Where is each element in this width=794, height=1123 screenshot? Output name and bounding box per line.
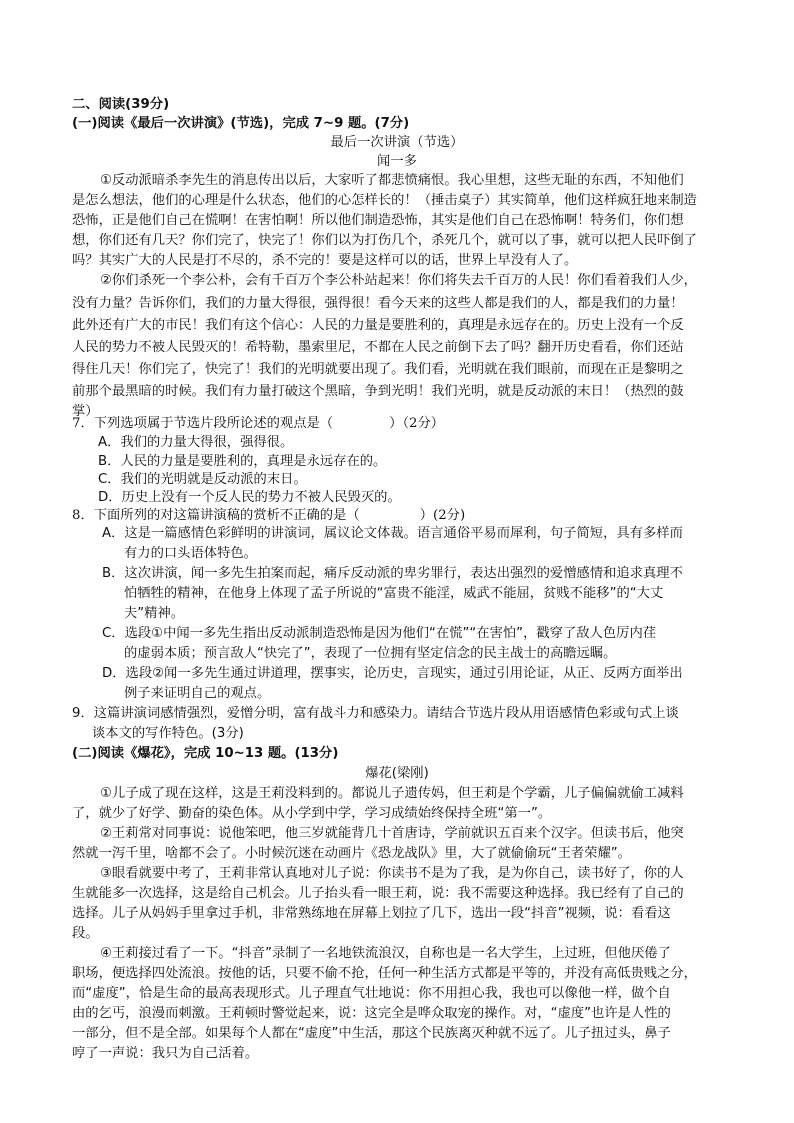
q7-stem-a: 7．下列选项属于节选片段所论述的观点是（ bbox=[72, 416, 334, 431]
b4-line: ④王莉接过看了一下。“抖音”录制了一名地铁流浪汉，自称也是一名大学生，上过班，但他厌倦了 bbox=[100, 946, 671, 961]
b4-line: 而“虚度”，恰是生命的最高表现形式。儿子理直气壮地说：你不用担心我，我也可以像他一样，做个自 bbox=[72, 986, 671, 1001]
q7-option-a: A．我们的力量大得很，强得很。 bbox=[98, 435, 294, 450]
part2-heading: (二)阅读《爆花》，完成 10~13 题。(13分) bbox=[72, 746, 339, 761]
q9-stem-cont: 谈本文的写作特色。(3分) bbox=[92, 726, 244, 741]
q7-option-d: D．历史上没有一个反人民的势力不被人民毁灭的。 bbox=[98, 490, 401, 505]
q8-option-c: C．选段①中闻一多先生指出反动派制造恐怖是因为他们“在慌”“在害怕”，戳穿了敌人色厉内荏 bbox=[102, 626, 657, 641]
q8-stem-b: ）(2分) bbox=[419, 508, 466, 523]
b4-line: 职场，便选择四处流浪。按他的话，只要不偷不抢，任何一种生活方式都是平等的，并没有高低贵贱之分， bbox=[72, 966, 697, 981]
p2-line: 前那个最黑暗的时候。我们有力量打破这个黑暗，争到光明！我们光明，就是反动派的末日！（热烈的鼓 bbox=[72, 384, 684, 399]
b1-line: 了，就少了好学、勤奋的染色体。从小学到中学，学习成绩始终保持全班“第一”。 bbox=[72, 806, 552, 821]
q8-option-a: A．这是一篇感情色彩鲜明的讲演词，属议论文体裁。语言通俗平易而犀利，句子简短，具有多样而 bbox=[102, 526, 683, 541]
article1-author: 闻一多 bbox=[377, 154, 417, 169]
q8-option-a-cont: 有力的口头语体特色。 bbox=[124, 546, 257, 561]
b4-line: 由的乞丐，浪漫而刺激。王莉顿时警觉起来，说：这完全是哗众取宠的操作。对，“虚度”也许是人性的 bbox=[72, 1006, 671, 1021]
b3-line: ③眼看就要中考了，王莉非常认真地对儿子说：你读书不是为了我，是为你自己，读书好了，你的人 bbox=[100, 866, 684, 881]
q7-option-c: C．我们的光明就是反动派的末日。 bbox=[98, 472, 307, 487]
part1-heading: (一)阅读《最后一次讲演》(节选)，完成 7~9 题。(7分) bbox=[72, 116, 410, 131]
q8-option-d-cont: 例子来证明自己的观点。 bbox=[124, 686, 271, 701]
q8-option-c-cont: 的虚弱本质；预言敌人“快完了”，表现了一位拥有坚定信念的民主战士的高瞻远瞩。 bbox=[124, 646, 617, 661]
b1-line: ①儿子成了现在这样，这是王莉没料到的。都说儿子遗传妈，但王莉是个学霸，儿子偏偏就偷工减料 bbox=[100, 786, 684, 801]
q8-option-d: D．选段②闻一多先生通过讲道理，摆事实，论历史，言现实，通过引用论证，从正、反两方面举出 bbox=[102, 666, 683, 681]
q8-option-b: B．这次讲演，闻一多先生拍案而起，痛斥反动派的卑劣罪行，表达出强烈的爱憎感情和追求真理不 bbox=[102, 566, 683, 581]
q8-option-b-cont: 怕牺牲的精神，在他身上体现了孟子所说的“富贵不能淫，威武不能屈，贫贱不能移”的“大丈 bbox=[124, 586, 664, 601]
article2-title: 爆花(梁刚) bbox=[365, 766, 429, 781]
p2-line: 得住几天！你们完了，快完了！我们的光明就要出现了。我们看，光明就在我们眼前，而现在正是黎明之 bbox=[72, 362, 684, 377]
b2-line: 然就一泻千里，啥都不会了。小时候沉迷在动画片《恐龙战队》里，大了就偷偷玩“王者荣耀”。 bbox=[72, 846, 631, 861]
p1-line: ①反动派暗杀李先生的消息传出以后，大家听了都悲愤痛恨。我心里想，这些无耻的东西，不知他们 bbox=[100, 173, 684, 188]
q9-stem: 9．这篇讲演词感情强烈，爱憎分明，富有战斗力和感染力。请结合节选片段从用语感情色彩或句式上谈 bbox=[72, 706, 679, 721]
p2-line: 此外还有广大的市民！我们有这个信心：人民的力量是要胜利的，真理是永远存在的。历史上没有一个反 bbox=[72, 318, 684, 333]
b3-line: 生就能多一次选择，这是给自己机会。儿子抬头看一眼王莉，说：我不需要这种选择。我已经有了自己的 bbox=[72, 886, 684, 901]
q8-option-b-cont: 夫”精神。 bbox=[124, 606, 185, 621]
p1-line: 是怎么想法，他们的心理是什么状态，他们的心怎样长的！（捶击桌子）其实简单，他们这样疯狂地来制造 bbox=[72, 193, 697, 208]
p2-line: 人民的势力不被人民毁灭的！希特勒，墨索里尼，不都在人民之前倒下去了吗？翻开历史看看，你们还站 bbox=[72, 340, 684, 355]
q8-stem-a: 8．下面所列的对这篇讲演稿的赏析不正确的是（ bbox=[72, 508, 360, 523]
q8-stem bbox=[72, 506, 722, 526]
q7-option-b: B．人民的力量是要胜利的，真理是永远存在的。 bbox=[98, 454, 387, 469]
p1-line: 恐怖，正是他们自己在慌啊！在害怕啊！所以他们制造恐怖，其实是他们自己在恐怖啊！特务们，你们想 bbox=[72, 213, 684, 228]
q7-stem bbox=[72, 414, 722, 434]
b4-line: 哼了一声说：我只为自己活着。 bbox=[72, 1046, 259, 1061]
article1-title: 最后一次讲演（节选） bbox=[330, 135, 464, 150]
q7-stem-b: ）（2分） bbox=[389, 416, 445, 431]
p1-line: 吗？其实广大的人民是打不尽的，杀不完的！要是这样可以的话，世界上早没有人了。 bbox=[72, 253, 578, 268]
b3-line: 选择。儿子从妈妈手里拿过手机，非常熟练地在屏幕上划拉了几下，选出一段“抖音”视频，说：看看这 bbox=[72, 906, 671, 921]
b2-line: ②王莉常对同事说：说他笨吧，他三岁就能背几十首唐诗，学前就识五百来个汉字。但读书后，他突 bbox=[100, 826, 684, 841]
p2-line: ②你们杀死一个李公朴，会有千百万个李公朴站起来！你们将失去千百万的人民！你们看着我们人少， bbox=[100, 273, 697, 288]
section-title: 二、阅读(39分) bbox=[72, 97, 170, 112]
b3-line: 段。 bbox=[72, 926, 99, 941]
p1-line: 想，你们还有几天？你们完了，快完了！你们以为打伤几个，杀死几个，就可以了事，就可以把人民吓倒了 bbox=[72, 233, 697, 248]
b4-line: 一部分，但不是全部。如果每个人都在“虚度”中生活，那这个民族离灭种就不远了。儿子扭过头，鼻子 bbox=[72, 1026, 671, 1041]
p2-line: 没有力量？告诉你们，我们的力量大得很，强得很！看今天来的这些人都是我们的人，都是我们的力量！ bbox=[72, 296, 684, 311]
p2-line: 掌） bbox=[72, 404, 99, 419]
